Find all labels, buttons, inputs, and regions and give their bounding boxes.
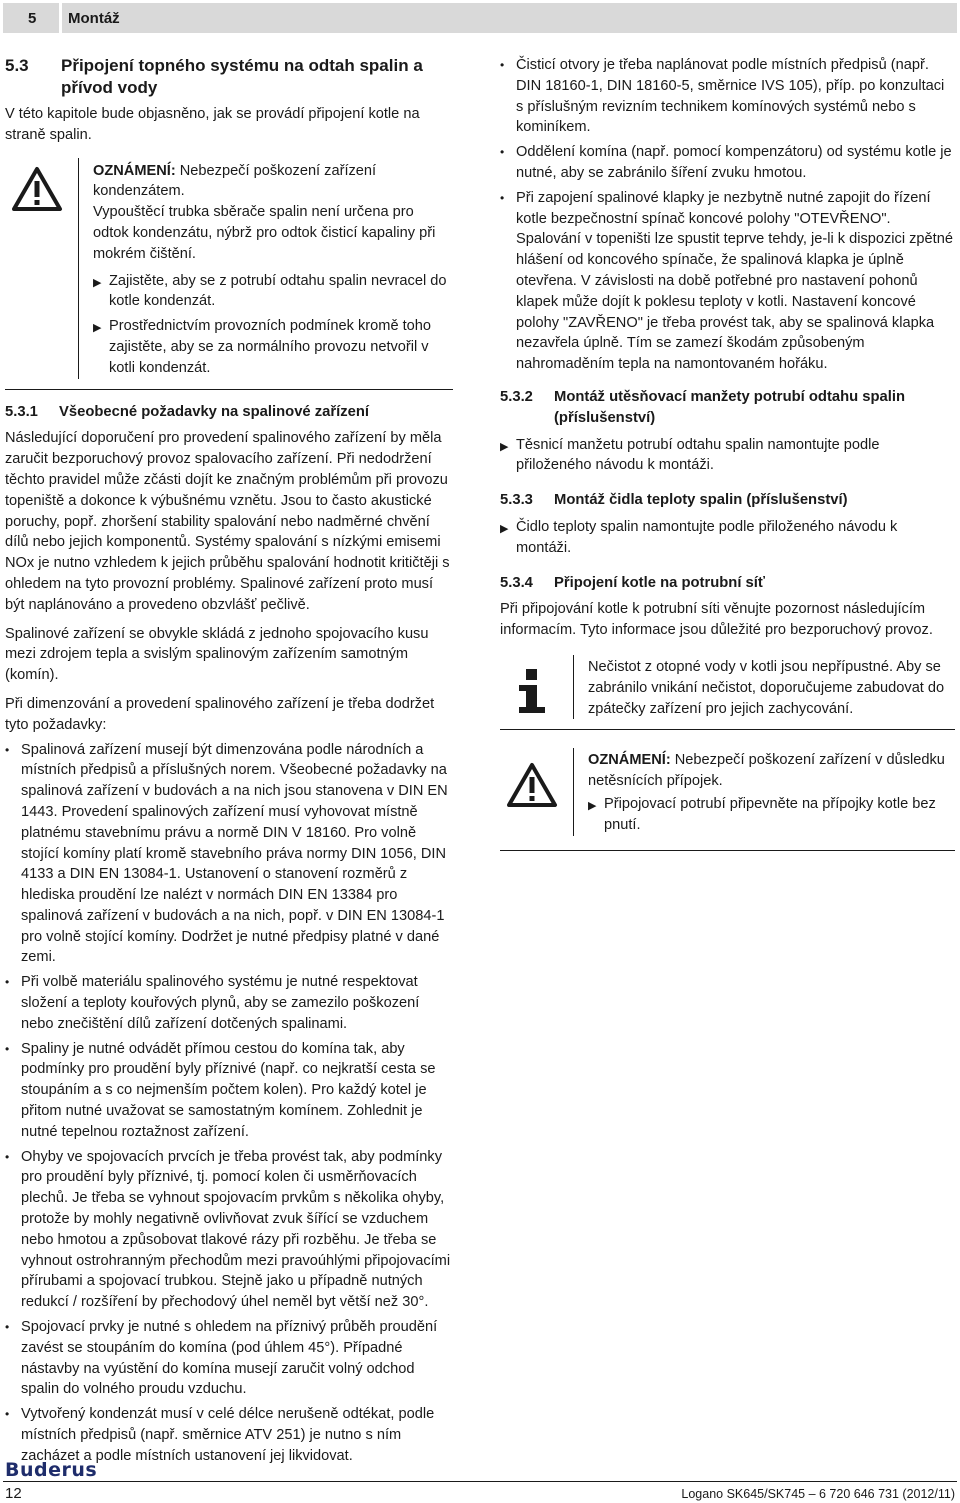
requirements-list-continued — [500, 55, 955, 375]
notice-label: OZNÁMENÍ: — [588, 752, 671, 769]
document-id: Logano SK645/SK745 – 6 720 646 731 (2012/11) — [681, 1487, 955, 1501]
instruction-step — [500, 435, 955, 477]
list-item: • Čisticí otvory je třeba naplánovat podle místních předpisů (např. DIN 18160-1, DIN 18160-5, směrnice IVS 105), příp. po konzultaci s příslušným revizním technikem komínových systémů nebo s kominíkem. — [500, 55, 955, 138]
notice-step — [93, 316, 453, 378]
heading-text: Všeobecné požadavky na spalinové zařízení — [59, 403, 370, 420]
heading-number: 5.3.1 — [5, 403, 38, 420]
heading-5-3-2 — [500, 387, 955, 429]
brand-logo: Buderus — [5, 1459, 98, 1481]
heading-text: Připojení topného systému na odtah spalin a přívod vody — [61, 56, 423, 97]
heading-5-3 — [5, 55, 453, 99]
heading-number: 5.3.3 — [500, 492, 533, 509]
notice-text: Nebezpečí poškození zařízení v důsledku netěsnících přípojek. — [588, 752, 945, 790]
step-text: Zajistěte, aby se z potrubí odtahu spalin nevracel do kotle kondenzát. — [109, 272, 447, 310]
list-item: • Vytvořený kondenzát musí v celé délce nerušeně odtékat, podle místních předpisů (např. směrnice ATV 251) je nutno s ním zacházet a podle místních ustanovení jej likvidovat. — [5, 1404, 453, 1466]
list-item: • Spaliny je nutné odvádět přímou cestou do komína tak, aby podmínky pro proudění byly příznivé (např. co nejkratší cesta se stoupáním a s co nejmenším počtem kolen). Pro každý kotel je přitom nutné uvažovat se samostatným komínem. Zohlednit je nutné tepelnou roztažnost zařízení. — [5, 1039, 453, 1143]
step-arrow-icon: ▶ — [500, 522, 509, 535]
paragraph: Při dimenzování a provedení spalinového zařízení je třeba dodržet tyto požadavky: — [5, 695, 435, 733]
left-column — [5, 55, 453, 1471]
info-icon — [500, 667, 564, 715]
notice-label: OZNÁMENÍ: — [93, 162, 176, 179]
heading-number: 5.3.2 — [500, 388, 533, 405]
paragraph: Spalinové zařízení se obvykle skládá z jednoho spojovacího kusu mezi zdrojem tepla a svislým spalinovým zařízením samotným (komín). — [5, 625, 429, 684]
list-item: • Při volbě materiálu spalinového systému je nutné respektovat složení a teploty kouřových plynů, aby se zamezilo poškození nebo znečištění dílů zařízení dotčených spalinami. — [5, 972, 453, 1034]
section-title: Montáž — [68, 10, 120, 27]
notice-headline — [588, 750, 955, 792]
info-body: Nečistot z otopné vody v kotli jsou nepřípustné. Aby se zabránilo vnikání nečistot, doporučujeme zabudovat do zpátečky zařízení pro jejich zachycování. — [573, 655, 955, 719]
intro-paragraph: V této kapitole bude objasněno, jak se provádí připojení kotle na straně spalin. — [5, 106, 420, 143]
step-text: Připojovací potrubí připevněte na přípojky kotle bez pnutí. — [604, 795, 936, 833]
heading-number: 5.3 — [5, 56, 29, 75]
step-text: Prostřednictvím provozních podmínek kromě toho zajistěte, aby se za normálního provozu netvořil v kotli kondenzát. — [109, 318, 432, 376]
list-item: • Spojovací prvky je nutné s ohledem na příznivý průběh proudění zavést se stoupáním do komína (pod úhlem 45°). Případné nástavby na vyústění do komína musejí zaručit volný odchod spalin do volného proudu vzduchu. — [5, 1317, 453, 1400]
requirements-list — [5, 740, 453, 1467]
step-arrow-icon: ▶ — [588, 799, 597, 812]
list-item: • Při zapojení spalinové klapky je nezbytně nutné zapojit do řízení kotle bezpečnostní spínač koncové polohy "OTEVŘENO". Spalování v topeništi lze spustit teprve tehdy, je-li k dispozici zpětné hlášení od koncového spínače, že spalinová klapka je úplně otevřena. V závislosti na době potřebné pro nastavení pohonů klapek může dojít k poklesu teploty v kotli. Nastavení koncové polohy "ZAVŘENO" je třeba provést tak, aby se spalinová klapka nezavřela úplně. Tím se zamezí škodám způsobeným nahromaděním tepla na namontovaném hořáku. — [500, 188, 955, 375]
heading-text: Montáž utěsňovací manžety potrubí odtahu spalin (příslušenství) — [554, 388, 906, 426]
heading-number: 5.3.4 — [500, 574, 533, 591]
warning-notice — [5, 158, 453, 390]
page-header — [3, 3, 957, 33]
footer-divider — [3, 1481, 957, 1482]
list-item: • Ohyby ve spojovacích prvcích je třeba provést tak, aby podmínky pro proudění byly příznivé, tj. pomocí kolen či usměrňovacích plechů. Je třeba se vyhnout spojovacím prvkům s několika ohyby, protože by mohly negativně ovlivňovat zvuk šířící se vzduchem nebo hmotou a způsobovat tlakové rázy při rozběhu. Je třeba se vyhnout ostrohranným přechodům mezi pravoúhlými připojovacími přírubami a spojovací trubkou. Stejně jako u případně nutných redukcí / rozšíření by přechodový úhel neměl byt větší než 30°. — [5, 1147, 453, 1313]
info-notice — [500, 655, 955, 730]
header-divider — [59, 3, 62, 33]
heading-text: Montáž čidla teploty spalin (příslušenství) — [554, 492, 848, 509]
notice-headline — [93, 161, 453, 203]
list-item: • Spalinová zařízení musejí být dimenzována podle národních a místních předpisů a příslušných norem. Všeobecné požadavky na spalinová zařízení v budovách a na nich jsou stanovena v DIN EN 1443. Provedení spalinových zařízení musí vyhovovat místně platnému stavebnímu právu a normě DIN V 18160. Pro volně stojící komíny platí kromě stavebního práva normy DIN 1056, DIN 4133 a DIN EN 13084-1. Ustanovení o stanovení rozměrů z hlediska proudění lze nalézt v normách DIN EN 13384 pro spalinová zařízení v budovách a na nich, popř. v DIN EN 13084-1 pro volně stojící komíny. Dodržet je nutné předpisy platné v dané zemi. — [5, 740, 453, 969]
heading-text: Připojení kotle na potrubní síť — [554, 574, 765, 591]
paragraph: Při připojování kotle k potrubní síti věnujte pozornost následujícím informacím. Tyto informace jsou důležité pro bezporuchový provoz. — [500, 601, 933, 639]
paragraph: Následující doporučení pro provedení spalinového zařízení by měla zaručit bezporuchový provoz spalovacího zařízení. Při nedodržení těchto pravidel může zčásti dojít ke značným problémům při provozu topeniště a dokonce k výbušnému vznětu. Jsou to často akustické poruchy, popř. zhoršení stability spalování nebo nadměrné chvění dílů nebo jejich komponentů. Systémy spalování s nízkými emisemi NOx je nutno vzhledem k jejich průběhu spalování hodnotit kritičtěji s ohledem na tyto provozní problémy. Spalinové zařízení proto musí být naplánováno a provedeno obzvlášť pečlivě. — [5, 430, 450, 613]
notice-step — [93, 271, 453, 313]
notice-text: Nebezpečí poškození zařízení kondenzátem. — [93, 162, 377, 200]
warning-icon — [500, 762, 564, 808]
notice-step — [588, 794, 955, 836]
notice-paragraph: Vypouštěcí trubka sběrače spalin není určena pro odtok kondenzátu, nýbrž pro odtok čisticí kapaliny při mokrém čištění. — [93, 204, 436, 262]
step-text: Čidlo teploty spalin namontujte podle přiloženého návodu k montáži. — [516, 518, 898, 556]
heading-5-3-3 — [500, 490, 955, 511]
notice-body — [573, 748, 955, 835]
step-text: Těsnicí manžetu potrubí odtahu spalin namontujte podle přiloženého návodu k montáži. — [516, 436, 880, 474]
instruction-step — [500, 517, 955, 559]
step-arrow-icon: ▶ — [500, 440, 509, 453]
warning-icon — [5, 166, 69, 212]
warning-notice — [500, 748, 955, 850]
notice-body — [78, 158, 453, 379]
section-number: 5 — [28, 10, 37, 27]
step-arrow-icon: ▶ — [93, 276, 102, 289]
right-column — [500, 55, 955, 851]
step-arrow-icon: ▶ — [93, 322, 102, 335]
heading-5-3-4 — [500, 573, 955, 594]
page-number: 12 — [5, 1485, 22, 1502]
list-item: • Oddělení komína (např. pomocí kompenzátoru) od systému kotle je nutné, aby se zabránilo šíření zvuku hmotou. — [500, 142, 955, 184]
heading-5-3-1 — [5, 402, 453, 423]
